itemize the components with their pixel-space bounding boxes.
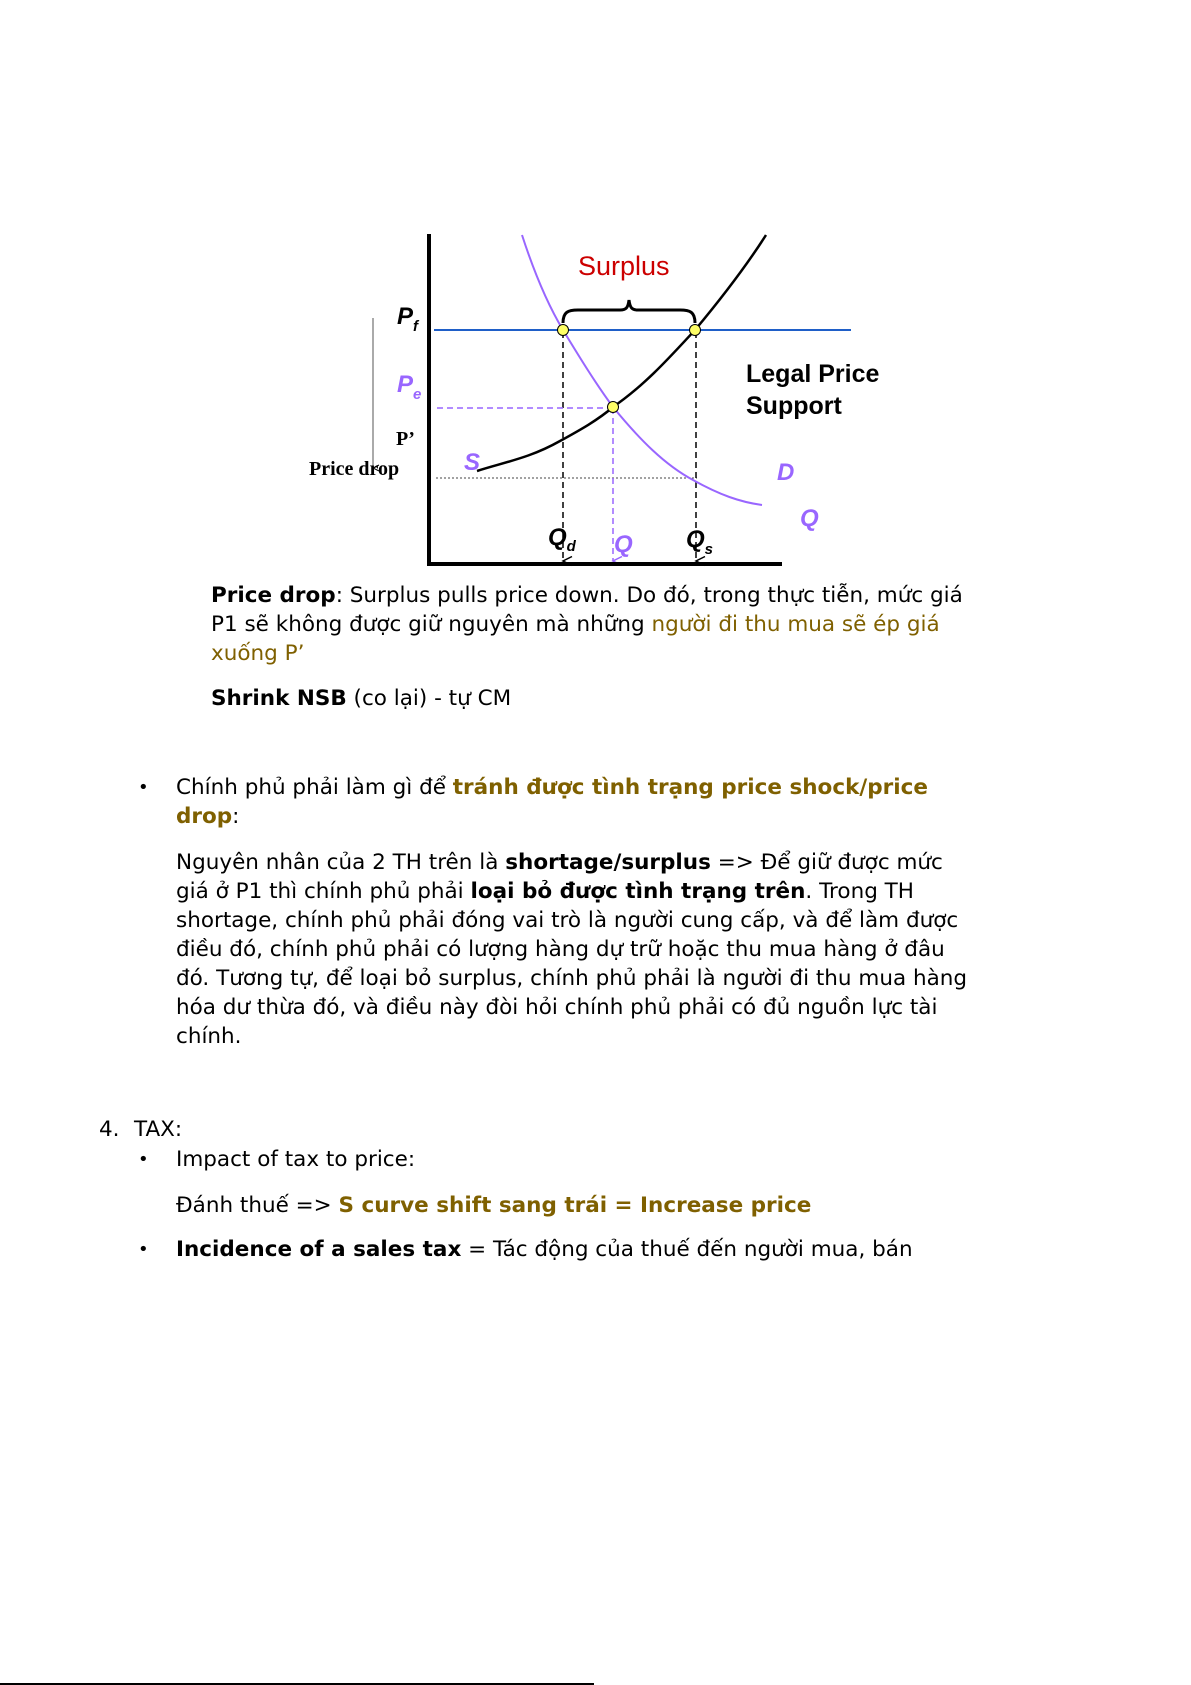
cause-line-3 <box>176 906 958 935</box>
bullet-impact: • <box>138 1149 149 1170</box>
p-prime-label: P’ <box>396 428 415 450</box>
qs-label: $Q_s$ <box>686 526 714 558</box>
tax-heading <box>134 1115 182 1144</box>
text-run: TAX: <box>134 1117 183 1142</box>
price-support-diagram <box>0 0 1191 620</box>
pf-label: $P_f$ <box>397 303 419 335</box>
cause-line-4 <box>176 935 945 964</box>
cause-line-1 <box>176 848 943 877</box>
text-run: Shrink NSB <box>211 686 347 711</box>
cause-line-6 <box>176 993 937 1022</box>
text-run: đó. Tương tự, để loại bỏ surplus, chính phủ phải là người đi thu mua hàng <box>176 966 968 991</box>
text-run: shortage, chính phủ phải đóng vai trò là người cung cấp, và để làm được <box>176 908 959 933</box>
cause-line-7 <box>176 1022 242 1051</box>
price-drop-line-2 <box>211 610 940 639</box>
text-run: hóa dư thừa đó, và điều này đòi hỏi chính phủ phải có đủ nguồn lực tài <box>176 995 938 1020</box>
qs-point <box>690 325 701 336</box>
text-run: S curve shift sang trái = Increase price <box>338 1193 812 1218</box>
text-run: . Trong TH <box>805 879 914 904</box>
text-run: tránh được tình trạng price shock/price <box>452 775 928 800</box>
text-run: P1 sẽ không được giữ nguyên mà những <box>211 612 652 637</box>
qd-label: $Q_d$ <box>548 524 576 555</box>
impact-line <box>176 1145 415 1174</box>
text-run: điều đó, chính phủ phải có lượng hàng dự trữ hoặc thu mua hàng ở đâu <box>176 937 945 962</box>
text-run: giá ở P1 thì chính phủ phải <box>176 879 471 904</box>
text-run: chính. <box>176 1024 242 1049</box>
price-drop-line-3 <box>211 639 304 668</box>
cause-line-5 <box>176 964 967 993</box>
text-run: : Surplus pulls price down. Do đó, trong thực tiễn, mức giá <box>335 583 963 608</box>
text-run: Impact of tax to price: <box>176 1147 416 1172</box>
qe-label: Q <box>614 531 633 558</box>
tax-number: 4. <box>99 1117 120 1142</box>
quantity-axis-label: Q <box>800 505 819 532</box>
text-run: xuống P’ <box>211 641 305 666</box>
surplus-label: Surplus <box>578 251 670 281</box>
bullet-gov-question: • <box>138 777 149 798</box>
text-run: loại bỏ được tình trạng trên <box>470 879 806 904</box>
demand-label: D <box>777 459 795 486</box>
surplus-brace <box>563 300 695 323</box>
gov-question-line-1 <box>176 773 928 802</box>
text-run: Nguyên nhân của 2 TH trên là <box>176 850 506 875</box>
shrink-line <box>211 684 511 713</box>
tax-effect-line <box>176 1191 811 1220</box>
text-run: Price drop <box>211 583 336 608</box>
gov-question-line-2 <box>176 802 239 831</box>
text-run: : <box>232 804 240 829</box>
text-run: shortage/surplus <box>505 850 711 875</box>
pe-label: $P_e$ <box>397 371 422 403</box>
text-run: Đánh thuế => <box>176 1193 339 1218</box>
text-run: => Để giữ được mức <box>710 850 943 875</box>
cause-line-2 <box>176 877 914 906</box>
legal-price-support-label: Legal Price Support <box>746 360 880 420</box>
equilibrium-point <box>608 402 619 413</box>
text-run: Chính phủ phải làm gì để <box>176 775 453 800</box>
price-drop-line-1 <box>211 581 963 610</box>
text-run: drop <box>176 804 233 829</box>
supply-label: S <box>464 449 481 476</box>
text-run: người đi thu mua sẽ ép giá <box>651 612 940 637</box>
incidence-line <box>176 1235 913 1264</box>
qd-point <box>558 325 569 336</box>
price-drop-label: Price drop <box>309 458 400 480</box>
text-run: Incidence of a sales tax <box>176 1237 462 1262</box>
text-run: (co lại) - tự CM <box>346 686 512 711</box>
bullet-incidence: • <box>138 1239 149 1260</box>
text-run: = Tác động của thuế đến người mua, bán <box>461 1237 913 1262</box>
